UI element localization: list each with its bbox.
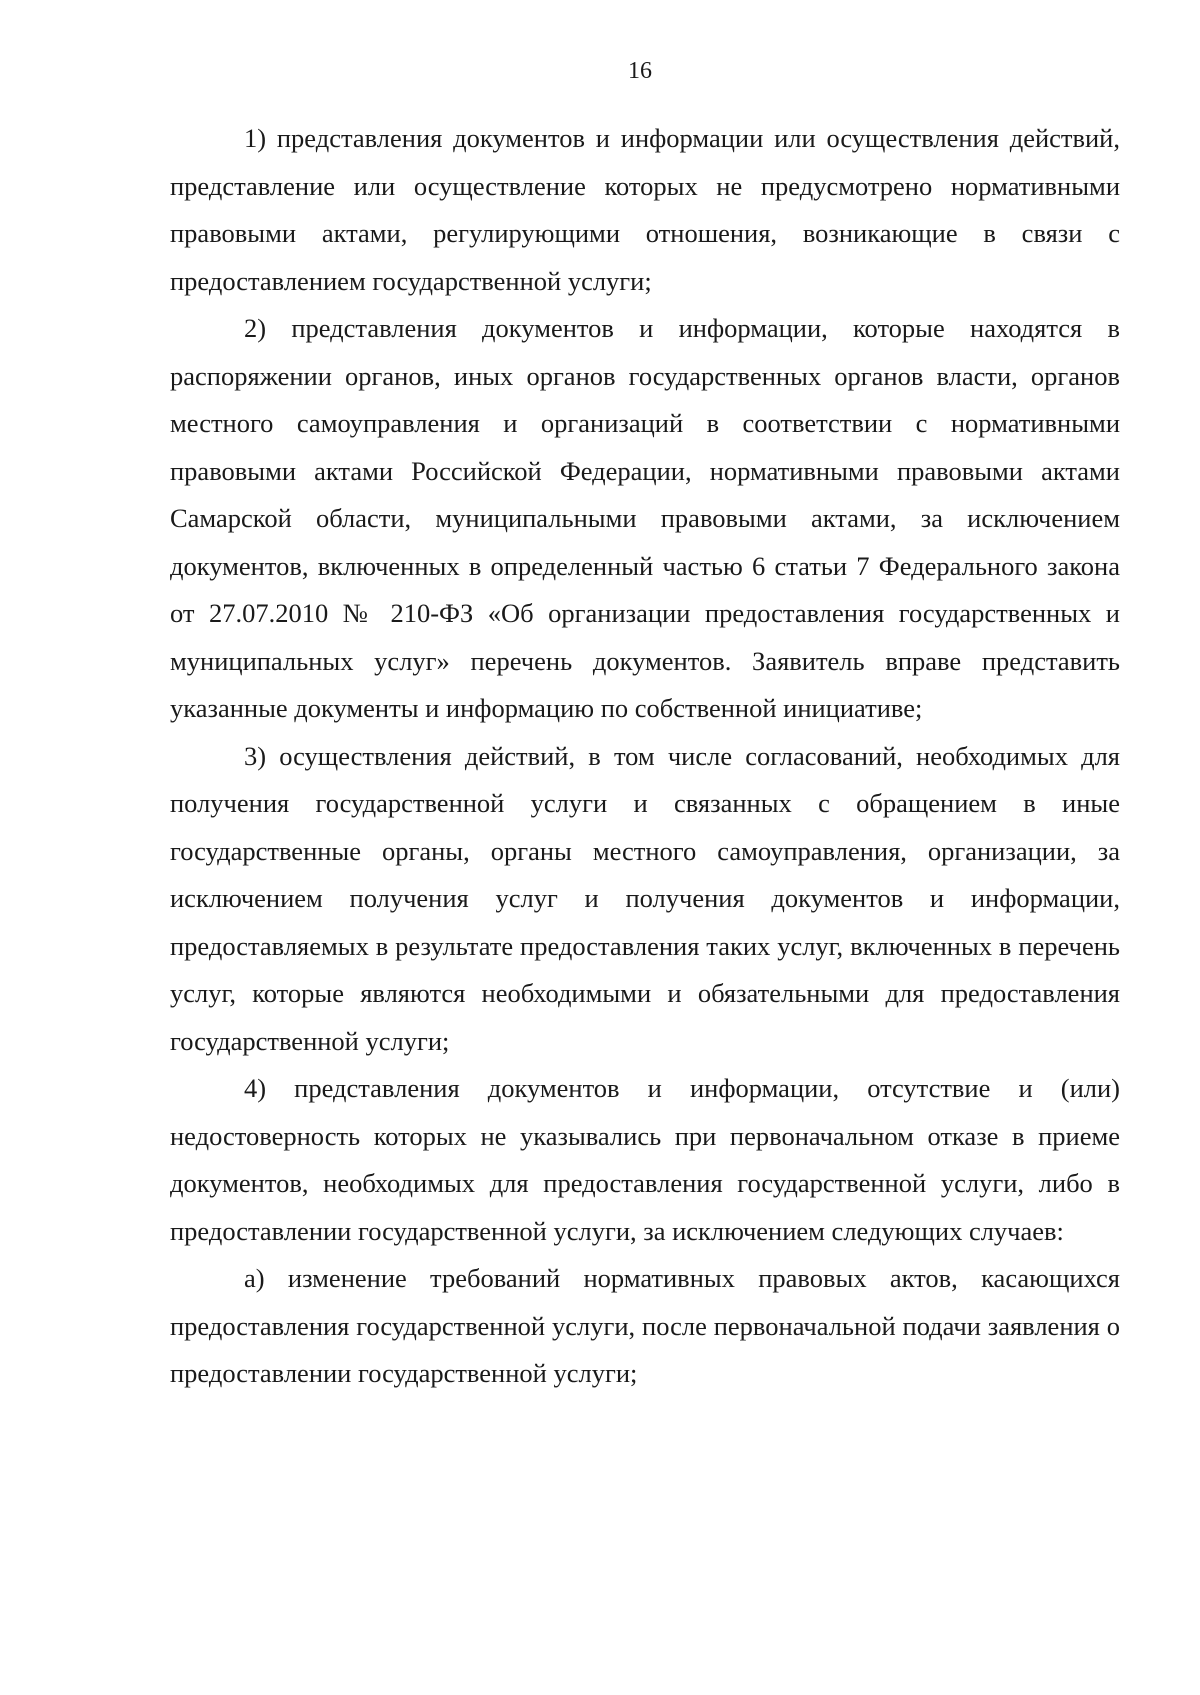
paragraph-item-4: 4) представления документов и информации, отсутствие и (или) недостоверность которых не указывались при первоначальном отказе в приеме документов, необходимых для предоставления государственной услуги, либо в предоставлении государственной услуги, за исключением следующих случаев: (170, 1073, 1120, 1246)
paragraph-item-1: 1) представления документов и информации или осуществления действий, представление или осуществление которых не предусмотрено нормативными правовыми актами, регулирующими отношения, возникающие в связи с предоставлением государственной услуги; (170, 123, 1120, 296)
page-number: 16 (628, 58, 652, 84)
document-body (170, 115, 1120, 1398)
paragraph-item-2: 2) представления документов и информации, которые находятся в распоряжении органов, иных органов государственных органов власти, органов местного самоуправления и организаций в соответствии с нормативными правовыми актами Российской Федерации, нормативными правовыми актами Самарской области, муниципальными правовыми актами, за исключением документов, включенных в определенный частью 6 статьи 7 Федерального закона от 27.07.2010 № 210-ФЗ «Об организации предоставления государственных и муниципальных услуг» перечень документов. Заявитель вправе представить указанные документы и информацию по собственной инициативе; (170, 313, 1120, 723)
paragraph-subitem-a: а) изменение требований нормативных правовых актов, касающихся предоставления государственной услуги, после первоначальной подачи заявления о предоставлении государственной услуги; (170, 1263, 1120, 1388)
paragraph-item-3: 3) осуществления действий, в том числе согласований, необходимых для получения государственной услуги и связанных с обращением в иные государственные органы, органы местного самоуправления, организации, за исключением получения услуг и получения документов и информации, предоставляемых в результате предоставления таких услуг, включенных в перечень услуг, которые являются необходимыми и обязательными для предоставления государственной услуги; (170, 740, 1120, 1056)
